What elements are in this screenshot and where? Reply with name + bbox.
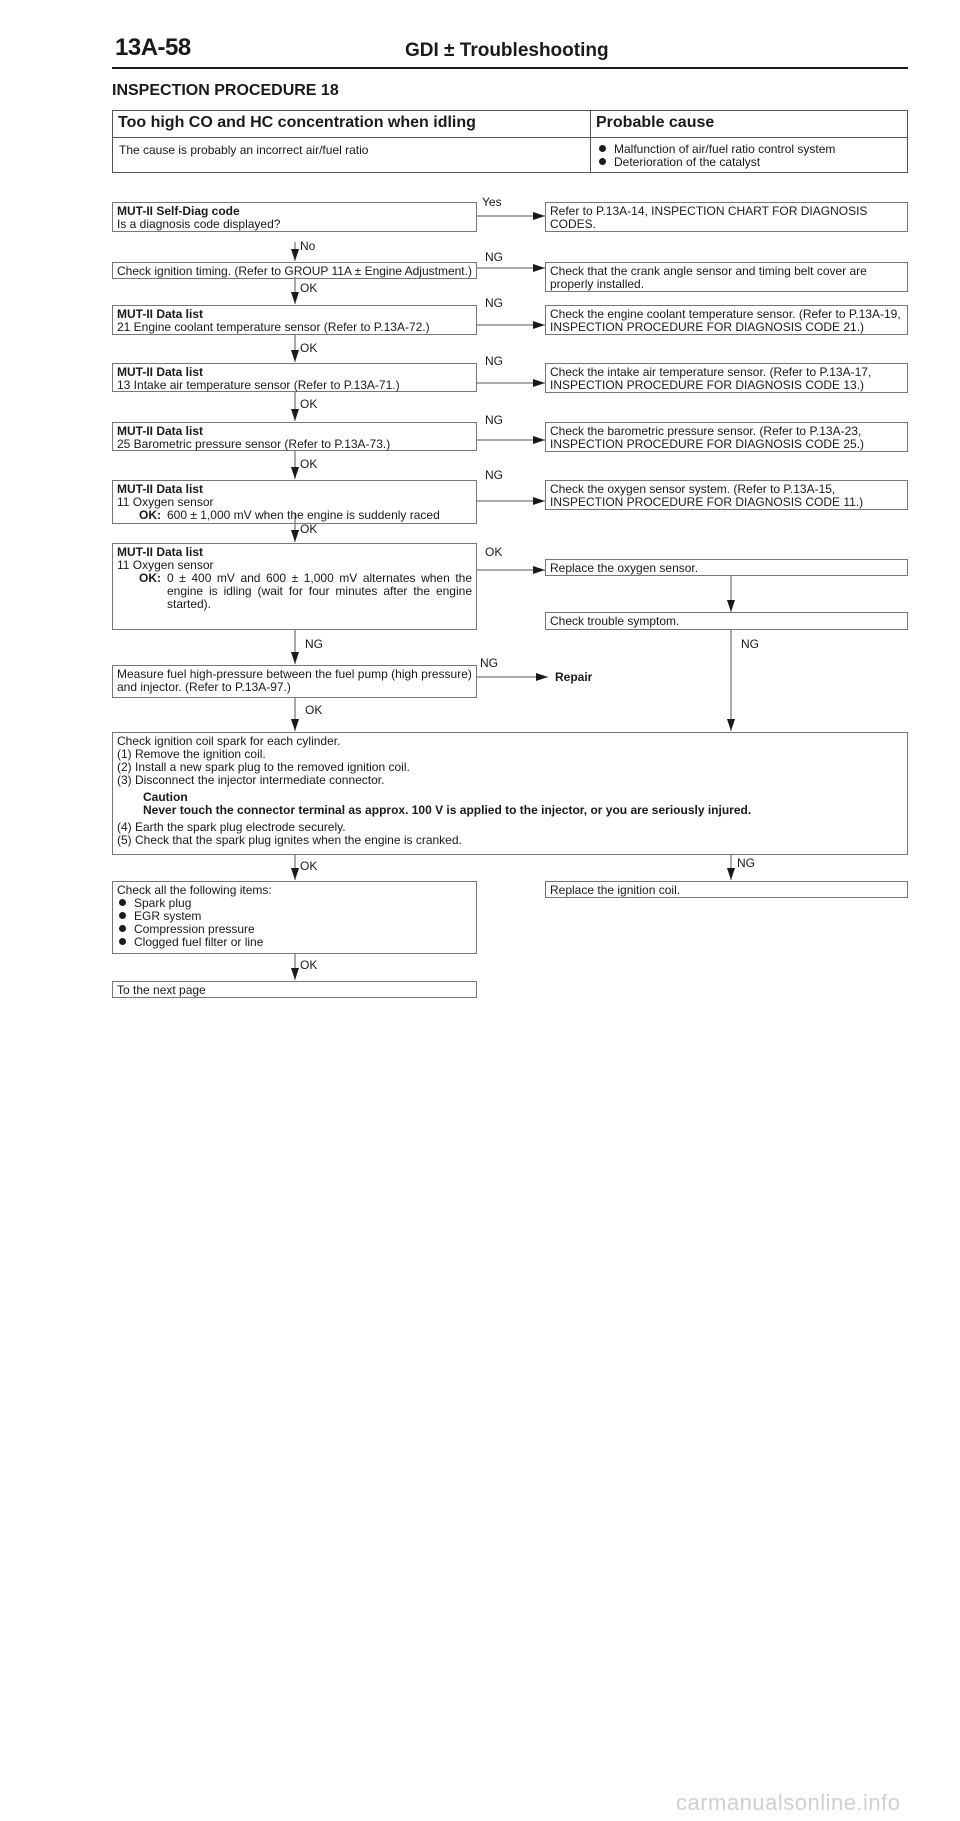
bullet-icon bbox=[119, 938, 126, 945]
ng-label: NG bbox=[485, 413, 503, 427]
section-title: GDI ± Troubleshooting bbox=[405, 40, 609, 61]
yes-label: Yes bbox=[482, 195, 502, 209]
caution-text: Never touch the connector terminal as approx. 100 V is applied to the injector, or you are seriously injured. bbox=[143, 803, 752, 817]
next-page-box: To the next page bbox=[112, 981, 477, 998]
step-coolant-sensor-box bbox=[112, 305, 477, 335]
step-oxygen-sensor-raced-box bbox=[112, 480, 477, 524]
check-coolant-sensor-box: Check the engine coolant temperature sensor. (Refer to P.13A-19, INSPECTION PROCEDURE FOR DIAGNOSIS CODE 21.) bbox=[545, 305, 908, 335]
ok-label: OK bbox=[305, 703, 323, 717]
bullet-icon bbox=[119, 912, 126, 919]
ok-criterion: OK: 600 ± 1,000 mV when the engine is suddenly raced bbox=[139, 508, 440, 522]
replace-ignition-coil-box: Replace the ignition coil. bbox=[545, 881, 908, 898]
step-item: (5) Check that the spark plug ignites when the engine is cranked. bbox=[117, 833, 462, 847]
step-ignition-timing-box: Check ignition timing. (Refer to GROUP 11A ± Engine Adjustment.) bbox=[112, 262, 477, 279]
symptom-text: The cause is probably an incorrect air/fuel ratio bbox=[119, 143, 369, 157]
caution-title: Caution bbox=[143, 790, 188, 804]
step-text: 21 Engine coolant temperature sensor (Refer to P.13A-72.) bbox=[117, 320, 430, 334]
procedure-title: INSPECTION PROCEDURE 18 bbox=[112, 82, 339, 99]
check-oxygen-sensor-system-box: Check the oxygen sensor system. (Refer to P.13A-15, INSPECTION PROCEDURE FOR DIAGNOSIS CODE 11.) bbox=[545, 480, 908, 510]
ng-label: NG bbox=[741, 637, 759, 651]
step-item: (4) Earth the spark plug electrode securely. bbox=[117, 820, 346, 834]
check-crank-sensor-box: Check that the crank angle sensor and timing belt cover are properly installed. bbox=[545, 262, 908, 292]
ng-label: NG bbox=[485, 250, 503, 264]
step-title: MUT-II Data list bbox=[117, 424, 204, 438]
ok-label: OK bbox=[300, 457, 318, 471]
ok-label: OK bbox=[300, 522, 318, 536]
step-title: MUT-II Data list bbox=[117, 482, 204, 496]
check-barometric-sensor-box: Check the barometric pressure sensor. (Refer to P.13A-23, INSPECTION PROCEDURE FOR DIAGNOSIS CODE 25.) bbox=[545, 422, 908, 452]
ok-label: OK bbox=[300, 281, 318, 295]
bullet-icon bbox=[119, 899, 126, 906]
ok-label: OK bbox=[300, 958, 318, 972]
step-item: (3) Disconnect the injector intermediate connector. bbox=[117, 773, 385, 787]
replace-oxygen-sensor-box: Replace the oxygen sensor. bbox=[545, 559, 908, 576]
ng-label: NG bbox=[305, 637, 323, 651]
cause-item: Deterioration of the catalyst bbox=[597, 156, 835, 169]
no-label: No bbox=[300, 239, 316, 253]
check-intake-air-sensor-box: Check the intake air temperature sensor. (Refer to P.13A-17, INSPECTION PROCEDURE FOR DIAGNOSIS CODE 13.) bbox=[545, 363, 908, 393]
ok-label: OK bbox=[300, 859, 318, 873]
ng-label: NG bbox=[485, 468, 503, 482]
ng-label: NG bbox=[485, 354, 503, 368]
ok-label: OK bbox=[485, 545, 503, 559]
step-text: 13 Intake air temperature sensor (Refer to P.13A-71.) bbox=[117, 378, 400, 392]
step-text: 11 Oxygen sensor bbox=[117, 495, 214, 509]
step-title: Check ignition coil spark for each cylinder. bbox=[117, 734, 341, 748]
step-self-diag-box bbox=[112, 202, 477, 232]
ng-label: NG bbox=[480, 656, 498, 670]
check-item: EGR system bbox=[117, 910, 472, 923]
step-text: Is a diagnosis code displayed? bbox=[117, 217, 281, 231]
step-item: (1) Remove the ignition coil. bbox=[117, 747, 266, 761]
refer-diagnosis-chart-box: Refer to P.13A-14, INSPECTION CHART FOR DIAGNOSIS CODES. bbox=[545, 202, 908, 232]
step-ignition-coil-spark-box bbox=[112, 732, 908, 855]
bullet-icon bbox=[119, 925, 126, 932]
step-text: 25 Barometric pressure sensor (Refer to P.13A-73.) bbox=[117, 437, 391, 451]
watermark: carmanualsonline.info bbox=[676, 1790, 901, 1815]
step-intake-air-sensor-box bbox=[112, 363, 477, 392]
ng-label: NG bbox=[485, 296, 503, 310]
ok-criterion: OK: 0 ± 400 mV and 600 ± 1,000 mV alternates when the engine is idling (wait for four minutes after the engine started). bbox=[139, 571, 472, 611]
check-item: Spark plug bbox=[117, 897, 472, 910]
cause-header: Probable cause bbox=[596, 114, 715, 131]
step-oxygen-sensor-idle-box bbox=[112, 543, 477, 630]
symptom-header: Too high CO and HC concentration when idling bbox=[118, 114, 476, 131]
step-text: 11 Oxygen sensor bbox=[117, 558, 214, 572]
step-fuel-pressure-box: Measure fuel high-pressure between the fuel pump (high pressure) and injector. (Refer to P.13A-97.) bbox=[112, 665, 477, 698]
step-title: Check all the following items: bbox=[117, 883, 272, 897]
check-item: Clogged fuel filter or line bbox=[117, 936, 472, 949]
step-check-items-box bbox=[112, 881, 477, 954]
ok-label: OK bbox=[300, 341, 318, 355]
ok-label: OK bbox=[300, 397, 318, 411]
step-title: MUT-II Data list bbox=[117, 365, 204, 379]
step-item: (2) Install a new spark plug to the removed ignition coil. bbox=[117, 760, 410, 774]
check-item: Compression pressure bbox=[117, 923, 472, 936]
cause-item: Malfunction of air/fuel ratio control system bbox=[597, 143, 835, 156]
step-title: MUT-II Data list bbox=[117, 545, 204, 559]
page-number: 13A-58 bbox=[115, 34, 191, 61]
ng-label: NG bbox=[737, 856, 755, 870]
step-title: MUT-II Data list bbox=[117, 307, 204, 321]
repair-label: Repair bbox=[555, 670, 593, 684]
check-trouble-symptom-box: Check trouble symptom. bbox=[545, 612, 908, 630]
step-barometric-sensor-box bbox=[112, 422, 477, 451]
step-title: MUT-II Self-Diag code bbox=[117, 204, 240, 218]
